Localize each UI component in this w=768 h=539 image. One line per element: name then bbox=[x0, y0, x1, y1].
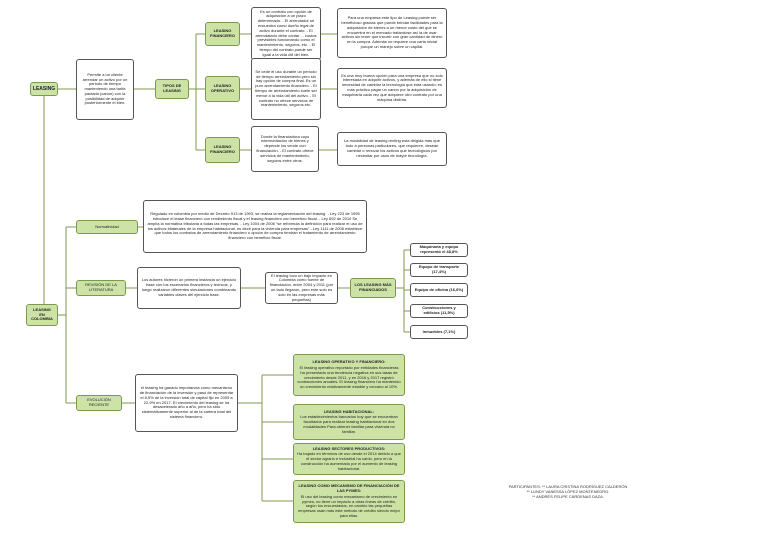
participants-credits bbox=[468, 484, 668, 500]
leasing-financiero-renting-description: Donde la financiadora cuyo intermediación de bienes y depende los vende con financiación. - El contrato ofrece servicios de mantenimiento, seguros entre otros. bbox=[251, 126, 319, 172]
evolution-item-title: LEASING SECTORES PRODUCTIVOS: bbox=[312, 445, 386, 451]
leasing-mas-financiados-node: LOS LEASING MÁS FINANCIADOS bbox=[350, 278, 396, 298]
financed-item-oficina: Equipo de oficina (16,6%) bbox=[410, 283, 468, 297]
leasing-renting-note: La modalidad de leasing renting esta dirigida más que todo a personas particulares, que requieren, desean cambiar o renovar los activos que tecnológicos por necesitar por usos de mayor tecnología. bbox=[337, 132, 447, 166]
evolution-item-title: LEASING OPERATIVO Y FINANCIERO: bbox=[312, 359, 386, 365]
leasing-financiero-renting-node: LEASING FINANCIERO bbox=[205, 137, 240, 163]
evolution-item-title: LEASING COMO MECANISMO DE FINANCIACIÓN DE LAS PYMES: bbox=[298, 483, 400, 493]
evolution-item-body: Los establecimientos bancarios hoy que se encuentran facultados para realizar leasing habitacional en dos modalidades Para obtener familiar para vivienda no familiar. bbox=[300, 414, 398, 434]
evolution-item-operativo-financiero bbox=[293, 354, 405, 396]
revision-literatura-description: Los autores hicieron un primera instancia un ejercicio base con los escenarios financieros y teóricos, y luego realizaron diferentes simulaciones combinando variables claves del ejercicio base. bbox=[137, 267, 241, 309]
financed-item-construcciones: Construcciones y edificios (11,5%) bbox=[410, 304, 468, 318]
tipos-de-leasing-node: TIPOS DE LEASING bbox=[155, 79, 189, 99]
credit-line: ** ANDRÉS FELIPE CÁRDENAS DAZA. bbox=[532, 494, 604, 500]
leasing-root-node: LEASING bbox=[30, 82, 58, 96]
revision-literatura-node: REVISIÓN DE LA LITERATURA bbox=[76, 280, 126, 296]
credit-line: PARTICIPANTES: ** LAURA CRISTINA RODRÍGUEZ CALDERÓN bbox=[508, 484, 628, 489]
financed-item-transporte: Equipo de transporte (17,4%) bbox=[410, 263, 468, 277]
normatividad-description: Regulado en colombia por medio de Decreto 913 de 1993, se realiza la reglamentación del leasing. - Ley 223 de 1995 introduce el lease financiero con rendimiento fiscal y el leasing financiero con beneficio fiscal. - Ley 692 de 2010 Se amplía la normativa tributaria a todas las empresas. - Ley 1004 de 2006 "se reformula la definición para realizar el uso de los activos bilaterales de la empresa habitacional, es decir para la vivienda para empresas" - Ley 1111 de 2006 establece que todos los contratos de arrendamiento financiero u opción de compra tendrán el tratamiento de arrendamiento financiero con beneficio fiscal. bbox=[143, 200, 367, 253]
leasing-impacto-note: El leasing tuvo un bajo impacto en Colombia como fuente de financiación, entre 2004 y 2011 (por un lado llegaron, pero este solo es solo en las empresas más pequeñas) bbox=[265, 272, 338, 304]
evolucion-reciente-node: EVOLUCIÓN RECIENTE bbox=[76, 395, 122, 411]
evolucion-reciente-description: el leasing ha ganado importancia como mecanismo de financiación de la inversión y pasó de representar el 8,5% de la inversión total de capital fijo en 2005 a 22,9% en 2017. El crecimiento del leasing se ha desacelerado año a año, pero ha sido sistemáticamente superior al de la cartera total del sistema financiero. bbox=[135, 374, 238, 432]
evolution-item-body: Ha bajado en términos de uso desde el 2014 debido a que el sector agrario e industrial ha caído, pero en la construcción ha aumentado por el aumento de leasing habitacional. bbox=[297, 451, 401, 471]
evolution-item-body: El leasing operativo reportado por entidades financieras ha presentado una tendencia negativa en sus tasas de crecimiento desde 2011, y en 2016 y 2017 registró contracciones anuales. El leasing financiero ha mantenido un crecimiento relativamente estable y cercano al 10%. bbox=[297, 364, 401, 390]
financed-item-inmuebles: Inmuebles (7,1%) bbox=[410, 325, 468, 339]
leasing-financiero-description: Es un contrato con opción de adquisición a un plazo determinado. - El arrendador se encuentra como dueño legal de activo durante el contrato. - El arrendatario debe contar ... costos previsibles funcionando como el mantenimiento, seguros, etc. - El tiempo del contrato puede ser igual a la vida útil del bien. bbox=[251, 7, 321, 60]
evolution-item-pymes bbox=[293, 480, 405, 523]
leasing-operativo-description: Se cede el uso durable un período de tiempo arrendamiento pero sin hay opción de compra final. Es un puro arrendamiento financiero. - El tiempo de arrendamiento suele ser menor a la vida útil del activo. - El contrato no ofrece servicios de mantenimiento, seguros etc. bbox=[251, 58, 321, 120]
financed-item-maquinaria: Maquinaria y equipo representó el 48,8% bbox=[410, 243, 468, 257]
leasing-financiero-node: LEASING FINANCIERO bbox=[205, 22, 240, 46]
leasing-operativo-node: LEASING OPERATIVO bbox=[205, 76, 240, 102]
evolution-item-title: LEASING HABITACIONAL: bbox=[323, 408, 375, 414]
leasing-financiero-benefit-note: Para una empresa este tipo de Leasing puede ser beneficioso gracias que puede brindar facilidades para la adquisición de bienes a un menor costo del que se encuentra en el mercado tratándose así la de usar activos sin tener que incurrir con gran cantidad de dinero en la compra. Además no requiere una carta inicial porque un manejo sobre un capital. bbox=[337, 8, 447, 58]
evolution-item-habitacional bbox=[293, 404, 405, 440]
normatividad-node: Normatividad bbox=[76, 220, 138, 234]
credit-line: ** LUNDY VANESSA LÓPEZ MONTENEGRO. bbox=[526, 489, 610, 495]
leasing-definition-note: Permite a un cliente arrendar un activo por un periodo de tiempo manteniendo una tarifa pactada (canon) con la posibilidad de adquirir posteriormente el bien. bbox=[76, 59, 134, 120]
evolution-item-sectores-productivos bbox=[293, 443, 405, 475]
evolution-item-body: El uso del leasing como mecanismo de crecimiento en pymes, no tiene un impacto a otras líneas de crédito, según los encuestados, en cambio las pequeñas empresas usan más este método de crédito siendo mejor para ellas. bbox=[298, 493, 400, 518]
leasing-operativo-benefit-note: Es una muy buena opción para una empresa que no solo interesada en adquirir activos, y además de ello si tiene necesidad de cambiar la tecnología que está usando; es más práctico pagar un canon por la adquisición de maquinaria cada vez que adquiere otro contrato por una máquina distinta. bbox=[337, 68, 447, 108]
leasing-en-colombia-node: LEASING EN COLOMBIA bbox=[26, 304, 58, 326]
